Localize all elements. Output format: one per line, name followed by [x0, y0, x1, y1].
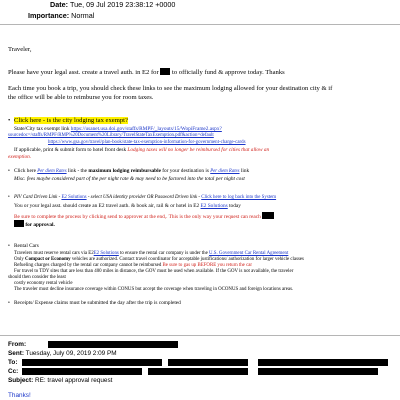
from-row — [8, 341, 26, 349]
rental-1b: to ensure the rental car company is under the — [120, 251, 208, 256]
per-diem-row[interactable] — [8, 168, 249, 176]
paragraph-auth-text: Please have your legal asst. create a travel auth. in E2 for — [8, 69, 159, 76]
subject-row — [8, 377, 112, 385]
gsa-url-link[interactable]: https://www.gsa.gov/travel/plan-book/state-tax-exemption-information-for-government-charge-cards — [48, 140, 246, 145]
misc-fees-text: Misc. fees maybe considered part of the per night rate & may need to be factored into the total per night cost — [14, 176, 245, 182]
bullet-icon: • — [8, 300, 10, 306]
redaction-box — [258, 368, 378, 375]
state-city-url-b[interactable] — [8, 133, 214, 139]
redaction-box — [148, 368, 248, 375]
rental-2a: Only — [14, 257, 24, 262]
importance-label: Importance: — [28, 11, 70, 20]
paragraph-auth — [8, 67, 285, 77]
per-diem-link[interactable]: Per diem Rates — [37, 169, 67, 174]
sent-label: Sent: — [8, 350, 24, 357]
city-tax-question-highlight[interactable]: Click here - is the city lodging tax exempt? — [14, 117, 128, 124]
subject-label: Subject: — [8, 377, 34, 384]
gas-up-warning: Be sure to gas up BEFORE you return the car — [162, 263, 253, 268]
redaction-box — [258, 359, 388, 366]
redaction-box — [22, 359, 162, 366]
select-usa-text: - select USA identity provider — [87, 195, 146, 200]
redaction-box — [160, 68, 170, 75]
importance-row — [28, 11, 94, 20]
lodging-tax-warning: Lodging taxes will no longer be reimbursed for cities that allow an — [127, 147, 270, 153]
paragraph-lodging-a: Each time you book a trip, you should check these links to see the maximum lodging allowed for your destination city & if — [8, 85, 333, 92]
redaction-box — [22, 368, 142, 375]
bullet-icon: • — [8, 195, 10, 200]
e2-solutions-link-2[interactable]: E2 Solutions — [200, 203, 228, 209]
per-diem-click: Click here — [14, 168, 36, 174]
per-diem-link-2-tail: link — [240, 168, 250, 174]
sent-row — [8, 350, 117, 358]
per-diem-tail: for your destination is — [162, 168, 209, 174]
rental-2b: vehicles are authorized. Contact travel coordinator for acceptable justifications/ authorization for larger vehicle classes — [71, 257, 304, 262]
for-approval-row — [14, 219, 55, 229]
rental-line-4: For travel to TDY sites that are less than 400 miles in distance, the GOV must be used when available. If the GOV is not available, the traveler — [14, 269, 294, 274]
paragraph-lodging-b: the office will be able to reimburse you for room taxes. — [8, 94, 154, 101]
bullet-icon: • — [8, 117, 11, 124]
rental-line-5: costly economy rental vehicle — [14, 281, 73, 286]
greeting: Traveler, — [8, 46, 32, 53]
header-divider — [0, 24, 400, 25]
or-text: OR — [146, 195, 154, 200]
driven-link-label: Driven Link — [33, 195, 58, 200]
rental-3a: Refueling charges charged by the rental car company cannot be reimbursed — [14, 263, 162, 268]
receipts-row — [8, 300, 181, 307]
state-city-url-b-link[interactable]: sourcedoc=/staffs/RMPF/RMP%20Document%20Library/TravelStateTaxExemption.pdf&action=default — [8, 133, 214, 138]
piv-card-label: PIV Card — [14, 195, 33, 200]
redaction-box — [168, 359, 248, 366]
to-row — [8, 359, 400, 367]
state-city-label: State/City tax exempt link — [14, 126, 70, 132]
state-city-link-row[interactable] — [14, 126, 222, 133]
e2-solutions-link[interactable]: E2 Solutions — [61, 195, 87, 200]
for-approval-text: for approval. — [25, 222, 55, 228]
date-row — [50, 0, 175, 9]
forward-divider — [0, 335, 400, 336]
thanks-text: Thanks! — [8, 392, 31, 399]
from-label: From: — [8, 341, 27, 348]
state-city-url-a[interactable]: https://usanet.usa.doi.gov/staffs/RMPF/_layouts/15/WopiFrame2.aspx? — [70, 126, 222, 132]
cc-row — [8, 368, 400, 376]
car-rental-agreement-link[interactable]: U.S. Government Car Rental Agreement — [209, 251, 289, 256]
rental-cars-title: Rental Cars — [14, 243, 39, 249]
legal-asst-text: You or your legal asst. should create an E2 travel auth. & book air, rail & or hotel in E2 — [14, 203, 200, 209]
if-applicable-row — [14, 147, 269, 154]
rental-2-bold: Compact or Economy — [25, 257, 71, 262]
date-value: Tue, 09 Jul 2019 23:38:12 +0000 — [69, 0, 176, 9]
sent-value: Tuesday, July 09, 2019 2:09 PM — [25, 350, 117, 357]
redaction-box — [14, 220, 24, 227]
city-tax-question[interactable] — [8, 117, 128, 125]
to-label: To: — [8, 359, 18, 366]
per-diem-link-2[interactable]: Per diem Rates — [210, 169, 240, 174]
redaction-box — [48, 341, 178, 348]
password-driven-text: Password Driven link — [154, 195, 198, 200]
paragraph-auth-end: to officially fund & approve today. Thanks — [172, 69, 285, 76]
rental-e2-link[interactable]: E2 Solutions — [93, 251, 119, 256]
rental-1a: Travelers must reserve rental cars via E2 — [14, 251, 94, 256]
redaction-box — [262, 212, 274, 219]
bullet-icon: • — [8, 243, 10, 249]
if-applicable-text: If applicable, print & submit form to hotel front desk — [14, 147, 127, 153]
exemption-text: exemption. — [8, 154, 32, 160]
rental-line-4b: should then consider the least — [8, 275, 66, 280]
rental-cars-heading — [8, 243, 39, 250]
date-label: Date: — [50, 0, 68, 9]
piv-card-row[interactable]: • PIV Card Driven Link - E2 Solutions - select USA identity provider OR Password Driven link - Click here to log back into the System — [8, 195, 277, 200]
subject-value: RE: travel approval request — [35, 377, 113, 384]
today-text: today — [229, 203, 241, 209]
rental-line-6: The traveler must decline insurance coverage within CONUS but accept the coverage when traveling in OCONUS and foreign locations areas. — [14, 287, 294, 292]
legal-asst-row[interactable] — [14, 203, 241, 210]
log-back-in-link[interactable]: Click here to log back into the System — [201, 195, 277, 200]
be-sure-text: Be sure to complete the process by clicking send to approver at the end,. This is the only way your request can reach — [14, 214, 261, 220]
per-diem-mid: link - the — [67, 168, 88, 174]
receipts-text: Receipts/ Expense claims must be submitted the day after the trip is completed — [14, 300, 181, 306]
gsa-url-row[interactable] — [48, 140, 246, 146]
bullet-icon: • — [8, 168, 10, 174]
max-lodging-text: maximum lodging reimbursable — [88, 168, 161, 174]
importance-value: Normal — [71, 11, 95, 20]
cc-label: Cc: — [8, 368, 19, 375]
